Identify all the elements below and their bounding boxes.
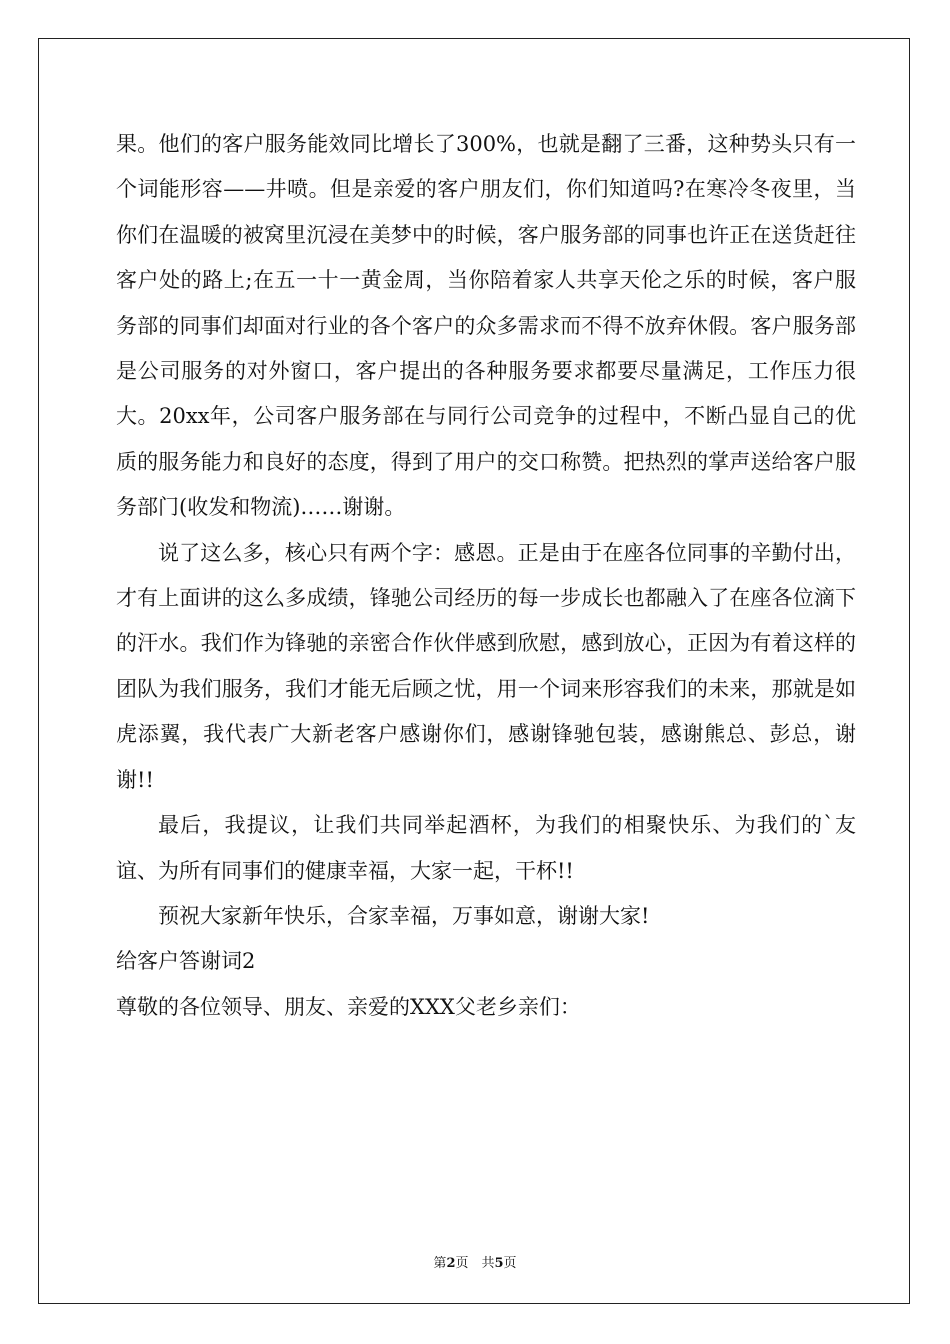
paragraph: 说了这么多，核心只有两个字：感恩。正是由于在座各位同事的辛勤付出，才有上面讲的这么多成绩，锋驰公司经历的每一步成长也都融入了在座各位滴下的汗水。我们作为锋驰的亲密合作伙伴感到欣慰，感到放心，正因为有着这样的团队为我们服务，我们才能无后顾之忧，用一个词来形容我们的未来，那就是如虎添翼，我代表广大新老客户感谢你们，感谢锋驰包装，感谢熊总、彭总，谢谢!! (116, 540, 856, 792)
paragraph: 果。他们的客户服务能效同比增长了300%，也就是翻了三番，这种势头只有一个词能形容——井喷。但是亲爱的客户朋友们，你们知道吗?在寒冷冬夜里，当你们在温暖的被窝里沉浸在美梦中的时候，客户服务部的同事也许正在送货赶往客户处的路上;在五一十一黄金周，当你陪着家人共享天伦之乐的时候，客户服务部的同事们却面对行业的各个客户的众多需求而不得不放弃休假。客户服务部是公司服务的对外窗口，客户提出的各种服务要求都要尽量满足，工作压力很大。20xx年，公司客户服务部在与同行公司竞争的过程中，不断凸显自己的优质的服务能力和良好的态度，得到了用户的交口称赞。把热烈的掌声送给客户服务部门(收发和物流)……谢谢。 (116, 132, 856, 520)
footer-mid: 页 共 (455, 1256, 495, 1271)
footer-suffix: 页 (503, 1256, 517, 1271)
page-footer (0, 1252, 950, 1271)
paragraph: 最后，我提议，让我们共同举起酒杯，为我们的相聚快乐、为我们的`友谊、为所有同事们的健康幸福，大家一起，干杯!! (116, 813, 856, 883)
salutation: 尊敬的各位领导、朋友、亲爱的XXX父老乡亲们： (116, 994, 581, 1019)
document-body (116, 122, 856, 1030)
footer-prefix: 第 (433, 1256, 447, 1271)
current-page-number: 2 (446, 1256, 456, 1271)
section-title: 给客户答谢词2 (116, 949, 256, 974)
paragraph: 预祝大家新年快乐，合家幸福，万事如意，谢谢大家! (158, 903, 650, 928)
total-page-number: 5 (494, 1256, 504, 1271)
